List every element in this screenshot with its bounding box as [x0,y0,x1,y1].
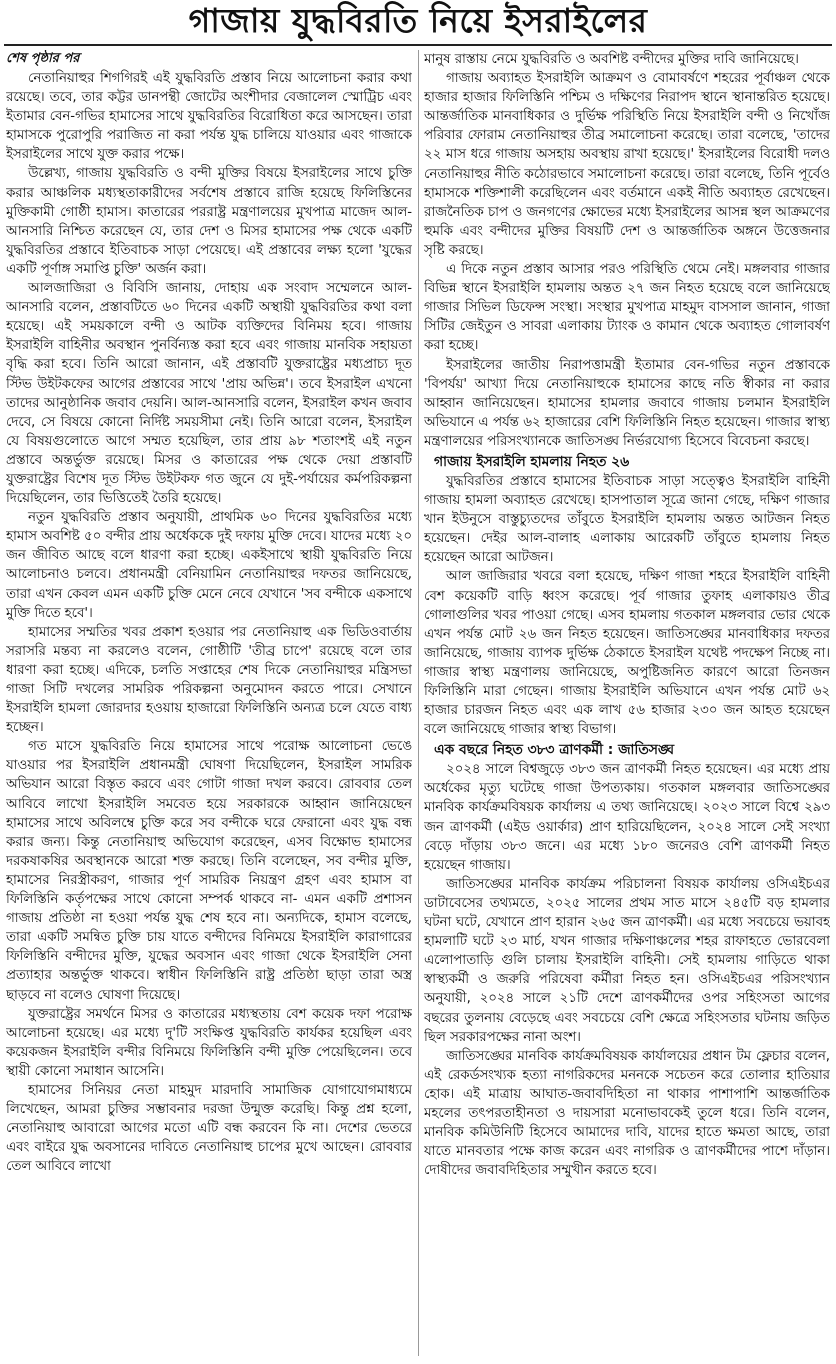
article-paragraph: মানুষ রাস্তায় নেমে যুদ্ধবিরতি ও অবশিষ্ট বন্দীদের মুক্তির দাবি জানিয়েছে। [424,52,799,67]
column-divider [418,50,419,1356]
subheading: এক বছরে নিহত ৩৮৩ ত্রাণকর্মী : জাতিসঙ্ঘ [434,742,674,759]
article-paragraph: আল জাজিরার খবরে বলা হয়েছে, দক্ষিণ গাজা শহরে ইসরাইলি বাহিনী বেশ কয়েকটি বাড়ি ধ্বংস করেছে। পূর্ব গাজার তুফাহ এলাকায়ও তীব্র গোলাগুলির খবর পাওয়া গেছে। এসব হামলায় গতকাল মঙ্গলবার ভোর থেকে এখন পর্যন্ত মোট ২৬ জন নিহত হয়েছেন। জাতিসঙ্ঘের মানবাধিকার দফতর জানিয়েছে, গাজায় ব্যাপক দুর্ভিক্ষ ঠেকাতে ইসরাইল যথেষ্ট পদক্ষেপ নিচ্ছে না। গাজার স্বাস্থ্য মন্ত্রণালয় জানিয়েছে, অপুষ্টিজনিত কারণে আরো তিনজন ফিলিস্তিনি মারা গেছেন। গাজায় ইসরাইলি অভিযানে এখন পর্যন্ত মোট ৬২ হাজার চারজন নিহত এবং এক লাখ ৫৬ হাজার ২৩০ জন আহত হয়েছেন বলে জানিয়েছে গাজার স্বাস্থ্য বিভাগ। [424,569,830,738]
left-column [6,50,412,1358]
article-paragraph: নেতানিয়াহুর শিগগিরই এই যুদ্ধবিরতি প্রস্তাব নিয়ে আলোচনা করার কথা রয়েছে। তবে, তার কট্টর ডানপন্থী জোটের অংশীদার বেজালেল স্মোট্রিচ এবং ইতামার বেন-গভির হামাসের সাথে যুদ্ধবিরতির বিরোধিতা করে আসছেন। তারা হামাসকে পুরোপুরি পরাজিত না করা পর্যন্ত যুদ্ধ চালিয়ে যাওয়ার এবং গাজাকে ইসরাইলের সাথে যুক্ত করার পক্ষে। [6,71,412,163]
article-paragraph: ইসরাইলের জাতীয় নিরাপত্তামন্ত্রী ইতামার বেন-গভির নতুন প্রস্তাবকে 'বিপর্যয়' আখ্যা দিয়ে নেতানিয়াহুকে হামাসের কাছে নতি স্বীকার না করার আহ্বান জানিয়েছেন। হামাসের হামলার জবাবে গাজায় চলমান ইসরাইলি অভিযানে এ পর্যন্ত ৬২ হাজারের বেশি ফিলিস্তিনি নিহত হয়েছেন। গাজার স্বাস্থ্য মন্ত্রণালয়ের পরিসংখ্যানকে জাতিসঙ্ঘ নির্ভরযোগ্য হিসেবে বিবেচনা করছে। [424,357,830,449]
right-column [424,50,830,1358]
article-paragraph: গাজায় অব্যাহত ইসরাইলি আক্রমণ ও বোমাবর্ষণে শহরের পূর্বাঞ্চল থেকে হাজার হাজার ফিলিস্তিনি পশ্চিম ও দক্ষিণের নিরাপদ স্থানে স্থানান্তরিত হয়েছে। আন্তর্জাতিক মানবাধিকার ও দুর্ভিক্ষ পরিস্থিতি নিয়ে ইসরাইলি বন্দী ও নিখোঁজ পরিবার ফোরাম নেতানিয়াহুর তীব্র সমালোচনা করেছে। তারা বলেছে, 'তাদের ২২ মাস ধরে গাজায় অসহায় অবস্থায় রাখা হয়েছে।' ইসরাইলের বিরোধী দলও নেতানিয়াহুর নীতি কঠোরভাবে সমালোচনা করেছে। তারা বলেছে, তিনি পূর্বেও হামাসকে শক্তিশালী করেছিলেন এবং বর্তমানে একই নীতি অব্যাহত রেখেছেন। রাজনৈতিক চাপ ও জনগণের ক্ষোভের মধ্যে ইসরাইলের আসন্ন স্থল আক্রমণের হুমকি এবং বন্দীদের মুক্তির বিষয়টি দেশ ও আন্তর্জাতিক অঙ্গনে উত্তেজনার সৃষ্টি করছে। [424,71,830,258]
headline: গাজায় যুদ্ধবিরতি নিয়ে ইসরাইলের [188,1,648,40]
article-paragraph: যুদ্ধবিরতির প্রস্তাবে হামাসের ইতিবাচক সাড়া সত্ত্বেও ইসরাইলি বাহিনী গাজায় হামলা অব্যাহত রেখেছে। হাসপাতাল সূত্রে জানা গেছে, দক্ষিণ গাজার খান ইউনুসে বাস্তুচ্যুতদের তাঁবুতে ইসরাইলি হামলায় অন্তত আটজন নিহত হয়েছেন। দেইর আল-বালাহ এলাকায় আরেকটি তাঁবুতে হামলায় নিহত হয়েছেন আরো আটজন। [424,473,830,566]
article-paragraph: যুক্তরাষ্ট্রের সমর্থনে মিসর ও কাতারের মধ্যস্থতায় বেশ কয়েক দফা পরোক্ষ আলোচনা হয়েছে। এর মধ্যে দু'টি সংক্ষিপ্ত যুদ্ধবিরতি কার্যকর হয়েছিল এবং কয়েকজন ইসরাইলি বন্দীর বিনিময়ে ফিলিস্তিনি বন্দী মুক্তি পেয়েছিলেন। তবে স্থায়ী কোনো সমাধান আসেনি। [6,1006,412,1079]
article-paragraph: গত মাসে যুদ্ধবিরতি নিয়ে হামাসের সাথে পরোক্ষ আলোচনা ভেঙে যাওয়ার পর ইসরাইলি প্রধানমন্ত্রী ঘোষণা দিয়েছিলেন, ইসরাইল সামরিক অভিযান আরো বিস্তৃত করবে এবং গোটা গাজা দখল করবে। রোববার তেল আবিবে লাখো ইসরাইলি সমবেত হয়ে সরকারকে আহ্বান জানিয়েছেন হামাসের সাথে অবিলম্বে চুক্তি করে সব বন্দীকে ঘরে ফেরানো এবং যুদ্ধ বন্ধ করার জন্য। কিন্তু নেতানিয়াহু অভিযোগ করেছেন, এসব বিক্ষোভ হামাসের দরকষাকষির অবস্থানকে আরো শক্ত করছে। তিনি বলেছেন, সব বন্দীর মুক্তি, হামাসের নিরস্ত্রীকরণ, গাজার পূর্ণ সামরিক নিয়ন্ত্রণ গ্রহণ এবং হামাস বা ফিলিস্তিনি কর্তৃপক্ষের সাথে কোনো সম্পর্ক থাকবে না- এমন একটি প্রশাসন গাজায় প্রতিষ্ঠা না হওয়া পর্যন্ত যুদ্ধ শেষ হবে না। অন্যদিকে, হামাস বলেছে, তারা একটি সমন্বিত চুক্তি চায় যাতে বন্দীদের বিনিময়ে ইসরাইলি কারাগারের ফিলিস্তিনি বন্দীদের মুক্তি, যুদ্ধের অবসান এবং গাজা থেকে ইসরাইলি সেনা প্রত্যাহার অন্তর্ভুক্ত থাকবে। স্বাধীন ফিলিস্তিনি রাষ্ট্র প্রতিষ্ঠা ছাড়া তারা অস্ত্র ছাড়বে না বলেও ঘোষণা দিয়েছে। [6,739,412,1003]
article-paragraph: আলজাজিরা ও বিবিসি জানায়, দোহায় এক সংবাদ সম্মেলনে আল-আনসারি বলেন, প্রস্তাবটিতে ৬০ দিনের একটি অস্থায়ী যুদ্ধবিরতির কথা বলা হয়েছে। এই সময়কালে বন্দী ও আটক ব্যক্তিদের বিনিময় হবে। গাজায় ইসরাইলি বাহিনীর অবস্থান পুনর্বিন্যস্ত করা হবে এবং গাজায় মানবিক সহায়তা বৃদ্ধি করা হবে। তিনি আরো জানান, এই প্রস্তাবটি যুক্তরাষ্ট্রের মধ্যপ্রাচ্য দূত স্টিভ উইটকফের আগের প্রস্তাবের সাথে 'প্রায় অভিন্ন'। তবে ইসরাইল এখনো তাদের আনুষ্ঠানিক জবাব দেয়নি। আল-আনসারি বলেন, ইসরাইল কখন জবাব দেবে, সে বিষয়ে কোনো নির্দিষ্ট সময়সীমা নেই। তিনি আরো বলেন, ইসরাইল যে বিষয়গুলোতে আগে সম্মত হয়েছিল, তার প্রায় ৯৮ শতাংশই এই নতুন প্রস্তাবে অন্তর্ভুক্ত রয়েছে। মিসর ও কাতারের পক্ষ থেকে দেয়া প্রস্তাবটি যুক্তরাষ্ট্রের বিশেষ দূত স্টিভ উইটকফ গত জুনে যে দুই-পর্যায়ের কর্মপরিকল্পনা দিয়েছিলেন, তার ভিত্তিতেই তৈরি হয়েছে। [6,281,412,507]
article-paragraph: এ দিকে নতুন প্রস্তাব আসার পরও পরিস্থিতি থেমে নেই। মঙ্গলবার গাজার বিভিন্ন স্থানে ইসরাইলি হামলায় অন্তত ২৭ জন নিহত হয়েছে বলে জানিয়েছে গাজার সিভিল ডিফেন্স সংস্থা। সংস্থার মুখপাত্র মাহমুদ বাসসাল জানান, গাজা সিটির জেইতুন ও সাবরা এলাকায় ট্যাংক ও কামান থেকে অব্যাহত গোলাবর্ষণ করা হচ্ছে। [424,262,830,354]
article-paragraph: জাতিসঙ্ঘের মানবিক কার্যক্রমবিষয়ক কার্যালয়ের প্রধান টম ফ্লেচার বলেন, এই রেকর্ডসংখ্যক হত্যা নাগরিকদের মননকে সচেতন করে তোলার হাতিয়ার হোক। এই মাত্রায় আঘাত-জবাবদিহিতা না থাকার পাশাপাশি আন্তর্জাতিক মহলের তৎপরতাহীনতা ও দায়সারা মনোভাবকেই তুলে ধরে। তিনি বলেন, মানবিক কমিউনিটি হিসেবে আমাদের দাবি, যাদের হাতে ক্ষমতা আছে, তারা যাতে মানবতার পক্ষে কাজ করেন এবং নাগরিক ও ত্রাণকর্মীদের পাশে দাঁড়ান। দোষীদের জবাবদিহিতার সম্মুখীন করতে হবে। [424,1048,830,1179]
headline-banner [4,2,832,46]
subheading: গাজায় ইসরাইলি হামলায় নিহত ২৬ [434,453,630,470]
article-paragraph: জাতিসঙ্ঘের মানবিক কার্যক্রম পরিচালনা বিষয়ক কার্যালয় ওসিএইচএর ডাটাবেসের তথ্যমতে, ২০২৫ সালের প্রথম সাত মাসে ২৪৫টি বড় হামলার ঘটনা ঘটে, যেখানে প্রাণ হারান ২৬৫ জন ত্রাণকর্মী। এর মধ্যে সবচেয়ে ভয়াবহ হামলাটি ঘটে ২৩ মার্চ, যখন গাজার দক্ষিণাঞ্চলের শহর রাফাহতে ভোরবেলা এলোপাতাড়ি গুলি চালায় ইসরাইলি বাহিনী। সেই হামলায় গাড়িতে থাকা স্বাস্থ্যকর্মী ও জরুরি পরিষেবা কর্মীরা নিহত হন। ওসিএইচএর পরিসংখ্যান অনুযায়ী, ২০২৪ সালে ২১টি দেশে ত্রাণকর্মীদের ওপর সহিংসতা আগের বছরের তুলনায় বেড়েছে এবং সবচেয়ে বেশি ক্ষেত্রে সহিংসতার ঘটনায় জড়িত ছিল সরকারপক্ষের নানা অংশ। [424,876,830,1045]
article-paragraph: উল্লেখ্য, গাজায় যুদ্ধবিরতি ও বন্দী মুক্তির বিষয়ে ইসরাইলের সাথে চুক্তি করার আঞ্চলিক মধ্যস্থতাকারীদের সর্বশেষ প্রস্তাবে রাজি হয়েছে ফিলিস্তিনের মুক্তিকামী গোষ্ঠী হামাস। কাতারের পররাষ্ট্র মন্ত্রণালয়ের মুখপাত্র মাজেদ আল-আনসারি নিশ্চিত করেছেন যে, তার দেশ ও মিসর হামাসের পক্ষ থেকে একটি যুদ্ধবিরতির প্রস্তাবে ইতিবাচক সাড়া পেয়েছে। এই প্রস্তাবের লক্ষ্য হলো 'যুদ্ধের একটি পূর্ণাঙ্গ সমাপ্তি চুক্তি' অর্জন করা। [6,166,412,277]
continued-from-label: শেষ পৃষ্ঠার পর [6,51,80,66]
article-paragraph: নতুন যুদ্ধবিরতি প্রস্তাব অনুযায়ী, প্রাথমিক ৬০ দিনের যুদ্ধবিরতির মধ্যে হামাস অবশিষ্ট ৫০ বন্দীর প্রায় অর্ধেককে দুই দফায় মুক্তি দেবে। যাদের মধ্যে ২০ জন জীবিত আছে বলে ধারণা করা হচ্ছে। একইসাথে স্থায়ী যুদ্ধবিরতি নিয়ে আলোচনাও চলবে। প্রধানমন্ত্রী বেনিয়ামিন নেতানিয়াহুর দফতর জানিয়েছে, তারা এখন কেবল এমন একটি চুক্তি মেনে নেবে যেখানে 'সব বন্দীকে একসাথে মুক্তি দিতে হবে'। [6,510,412,621]
article-paragraph: হামাসের সিনিয়র নেতা মাহমুদ মারদাবি সামাজিক যোগাযোগমাধ্যমে লিখেছেন, আমরা চুক্তির সম্ভাবনার দরজা উন্মুক্ত করেছি। কিন্তু প্রশ্ন হলো, নেতানিয়াহু আবারো আগের মতো এটি বন্ধ করবেন কি না। দেশের ভেতরে এবং বাইরে যুদ্ধ অবসানের দাবিতে নেতানিয়াহু চাপের মুখে আছেন। রোববার তেল আবিবে লাখো [6,1082,412,1175]
article-paragraph: হামাসের সম্মতির খবর প্রকাশ হওয়ার পর নেতানিয়াহু এক ভিডিওবার্তায় সরাসরি মন্তব্য না করলেও বলেন, গোষ্ঠীটি 'তীব্র চাপে' রয়েছে বলে তার ধারণা করা হচ্ছে। এদিকে, চলতি সপ্তাহের শেষ দিকে নেতানিয়াহুর মন্ত্রিসভা গাজা সিটি দখলের সামরিক পরিকল্পনা অনুমোদন করতে পারে। সেখানে ইসরাইলি হামলা জোরদার হওয়ায় হাজারো ফিলিস্তিনি অন্যত্র চলে যেতে বাধ্য হচ্ছেন। [6,624,412,736]
article-paragraph: ২০২৪ সালে বিশ্বজুড়ে ৩৮৩ জন ত্রাণকর্মী নিহত হয়েছেন। এর মধ্যে প্রায় অর্ধেকের মৃত্যু ঘটেছে গাজা উপত্যকায়। গতকাল মঙ্গলবার জাতিসঙ্ঘের মানবিক কার্যক্রমবিষয়ক কার্যালয় এ তথ্য জানিয়েছে। ২০২৩ সালে বিশ্বে ২৯৩ জন ত্রাণকর্মী (এইড ওয়ার্কার) প্রাণ হারিয়েছিলেন, ২০২৪ সালে সেই সংখ্যা বেড়ে দাঁড়ায় ৩৮৩ জনে। এর মধ্যে ১৮০ জনেরও বেশি ত্রাণকর্মী নিহত হয়েছেন গাজায়। [424,762,830,873]
